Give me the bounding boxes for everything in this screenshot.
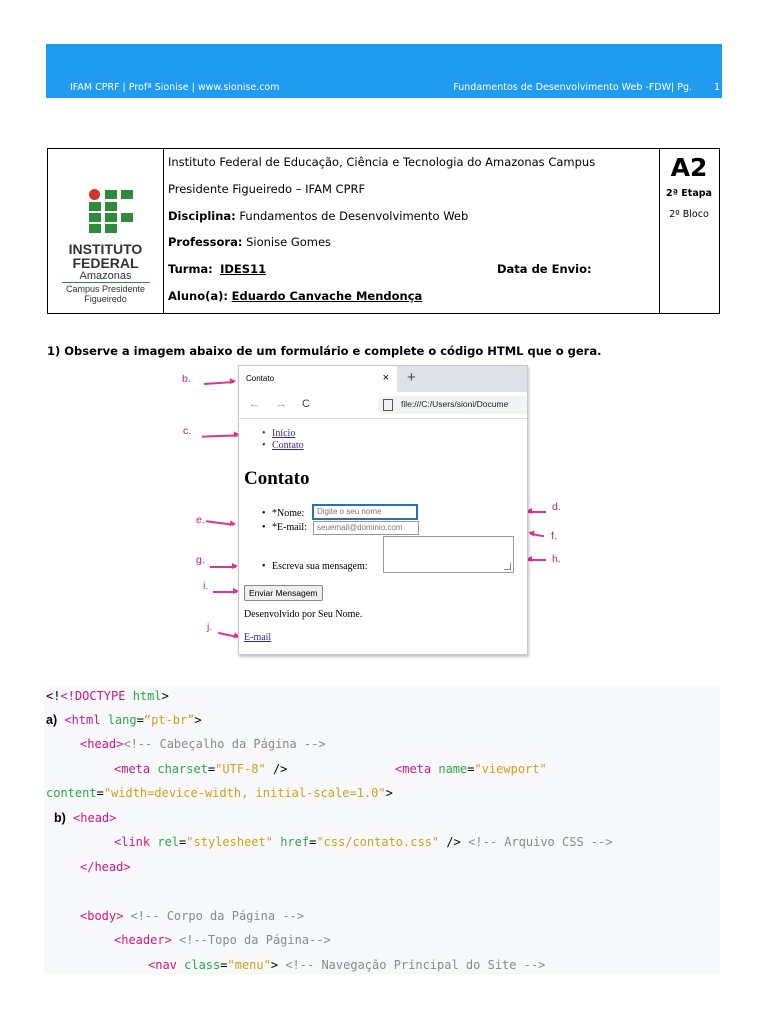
- code-attr: rel: [150, 835, 180, 849]
- forward-arrow-icon[interactable]: →: [276, 398, 287, 410]
- code-line-11: [114, 932, 331, 948]
- nav-link-contato[interactable]: • Contato: [272, 440, 304, 451]
- code-close: />: [439, 835, 461, 849]
- data-envio-label: [497, 262, 592, 276]
- code-line-3: [80, 736, 326, 752]
- tab-bar: [239, 366, 527, 392]
- code-attr: name: [431, 762, 468, 776]
- code-line-6: [54, 810, 116, 826]
- code-attr: href: [272, 835, 310, 849]
- nome-input[interactable]: Digite o seu nome: [312, 504, 418, 520]
- annotation-i: i.: [203, 580, 209, 592]
- annotation-arrow-h: [528, 559, 546, 561]
- code-tag: </head>: [80, 860, 131, 874]
- code-line-7: [114, 834, 613, 850]
- annotation-d: d.: [552, 501, 561, 513]
- nav-link-inicio[interactable]: • Início: [272, 428, 295, 439]
- code-comment: <!-- Corpo da Página -->: [123, 909, 304, 923]
- code-str: “pt-br”: [143, 713, 195, 727]
- code-attr: lang: [100, 713, 137, 727]
- email-label: • *E-mail:: [272, 522, 307, 533]
- code-close: >: [270, 958, 279, 972]
- page-heading: Contato: [244, 468, 310, 489]
- code-line-8: [80, 859, 131, 875]
- code-line-4b: [395, 761, 547, 777]
- annotation-arrow-c: [202, 434, 238, 437]
- disciplina-value: Fundamentos de Desenvolvimento Web: [239, 209, 469, 223]
- code-attr: class: [176, 958, 221, 972]
- new-tab-icon[interactable]: +: [407, 369, 416, 386]
- code-block: [44, 687, 720, 974]
- header-right-text: Fundamentos de Desenvolvimento Web -FDW| Pg.: [453, 82, 692, 93]
- code-close: >: [194, 713, 202, 727]
- annotation-arrow-d: [528, 511, 546, 513]
- tab-contato[interactable]: [239, 366, 397, 392]
- aluno-label: Aluno(a):: [168, 289, 228, 303]
- code-label-b: b): [54, 811, 66, 825]
- email-link[interactable]: E-mail: [244, 632, 272, 643]
- annotation-h: h.: [552, 553, 561, 565]
- email-input[interactable]: seuemail@dominio.com: [313, 521, 419, 535]
- code-comment: <!-- Cabeçalho da Página -->: [123, 737, 326, 751]
- code-line-12: [148, 957, 545, 973]
- code-str: "css/contato.css": [316, 835, 440, 849]
- turma-label: Turma:: [168, 262, 213, 276]
- data-envio-text: Data de Envio:: [497, 262, 592, 276]
- page-header-band: [46, 44, 722, 98]
- code-attr: content: [46, 786, 97, 800]
- info-table: [47, 148, 720, 314]
- annotation-arrow-f: [530, 533, 544, 537]
- code-str: "stylesheet": [186, 835, 273, 849]
- code-doctype: <!DOCTYPE: [60, 689, 126, 703]
- aluno-value: Eduardo Canvache Mendonça: [231, 289, 423, 303]
- turma-row: [168, 262, 266, 276]
- logo-campus-line2: Figueiredo: [84, 294, 127, 304]
- code-comment: <!-- Arquivo CSS -->: [460, 835, 613, 849]
- code-close: />: [265, 762, 288, 776]
- code-eq: =: [207, 762, 216, 776]
- annotation-j: j.: [207, 621, 213, 633]
- code-eq: =: [179, 835, 187, 849]
- code-tag: <meta: [114, 762, 151, 776]
- code-str: "viewport": [474, 762, 547, 776]
- professora-row: [168, 235, 331, 249]
- mensagem-textarea[interactable]: [383, 536, 514, 573]
- institution-logo-icon: [89, 189, 133, 233]
- code-tag: <nav: [148, 958, 177, 972]
- back-arrow-icon[interactable]: ←: [249, 398, 260, 410]
- annotation-g: g.: [196, 554, 205, 566]
- code-line-5: [46, 785, 393, 801]
- code-close: >: [161, 689, 169, 703]
- professora-label: Professora:: [168, 235, 243, 249]
- code-eq: =: [220, 958, 228, 972]
- annotation-arrow-b: [204, 381, 234, 385]
- code-line-1: <!<!DOCTYPE html>: [46, 689, 169, 703]
- code-label-a: a): [46, 713, 58, 727]
- institution-line2: Presidente Figueiredo – IFAM CPRF: [168, 182, 366, 196]
- reload-icon[interactable]: C: [302, 398, 310, 410]
- turma-value: IDES11: [220, 262, 267, 276]
- disciplina-row: [168, 209, 468, 223]
- logo-text-campus: [48, 284, 163, 304]
- annotation-c: c.: [183, 425, 192, 437]
- logo-campus-line1: Campus Presidente: [65, 284, 146, 294]
- code-tag: <header>: [114, 933, 172, 947]
- browser-screenshot: [238, 365, 528, 655]
- document-icon: [383, 399, 393, 411]
- code-eq: =: [467, 762, 475, 776]
- logo-text-federal: FEDERAL: [72, 255, 139, 271]
- code-line-2: [46, 712, 202, 728]
- tab-title: Contato: [246, 374, 275, 383]
- code-str: "width=device-width, initial-scale=1.0": [103, 786, 386, 800]
- code-eq: =: [96, 786, 104, 800]
- logo-cell: [48, 149, 164, 313]
- code-tag: <body>: [80, 909, 124, 923]
- code-html-keyword: html: [125, 689, 162, 703]
- annotation-arrow-e: [206, 520, 234, 525]
- assignment-code: A2: [670, 153, 708, 182]
- header-left-text: IFAM CPRF | Profª Sionise | www.sionise.com: [70, 82, 280, 93]
- url-text: file:///C:/Users/sioni/Docume: [401, 399, 509, 409]
- nome-label: • *Nome:: [272, 508, 304, 519]
- annotation-arrow-g: [210, 566, 236, 568]
- aluno-row: [168, 289, 422, 303]
- code-tag: <head>: [80, 737, 124, 751]
- disciplina-label: Disciplina:: [168, 209, 236, 223]
- etapa-text: 2ª Etapa: [666, 188, 712, 199]
- annotation-arrow-i: [213, 591, 237, 593]
- address-bar: [239, 392, 527, 419]
- question-text: 1) Observe a imagem abaixo de um formulário e complete o código HTML que o gera.: [47, 344, 602, 358]
- annotation-b: b.: [182, 373, 191, 385]
- code-tag: <meta: [395, 762, 432, 776]
- professora-value: Sionise Gomes: [246, 235, 332, 249]
- logo-text-instituto: INSTITUTO: [68, 241, 143, 257]
- logo-text-amazonas: Amazonas: [79, 270, 132, 282]
- code-tag: <head>: [65, 811, 117, 825]
- grade-cell: [659, 149, 719, 313]
- footer-text: Desenvolvido por Seu Nome.: [244, 609, 363, 620]
- annotation-e: e.: [196, 514, 205, 526]
- code-eq: =: [309, 835, 317, 849]
- code-attr: charset: [150, 762, 208, 776]
- close-icon[interactable]: ×: [382, 372, 389, 384]
- code-str: "menu": [227, 958, 271, 972]
- annotation-f: f.: [551, 530, 557, 542]
- logo-divider: [62, 282, 150, 283]
- mensagem-label: • Escreva sua mensagem:: [272, 561, 368, 572]
- page-number: 1: [713, 82, 720, 93]
- bloco-text: 2º Bloco: [669, 209, 709, 220]
- code-tag: <html: [57, 713, 101, 727]
- code-line-4: [114, 761, 287, 777]
- enviar-mensagem-button[interactable]: Enviar Mensagem: [244, 585, 323, 601]
- institution-line1: Instituto Federal de Educação, Ciência e Tecnologia do Amazonas Campus: [168, 155, 596, 169]
- code-comment: <!--Topo da Página-->: [171, 933, 331, 947]
- code-tag: <link: [114, 835, 151, 849]
- code-eq: =: [136, 713, 144, 727]
- code-str: "UTF-8": [215, 762, 266, 776]
- code-comment: <!-- Navegação Principal do Site -->: [278, 958, 546, 972]
- annotation-arrow-j: [218, 632, 238, 638]
- info-cell: [163, 149, 660, 313]
- code-line-10: [80, 908, 304, 924]
- code-close: >: [385, 786, 393, 800]
